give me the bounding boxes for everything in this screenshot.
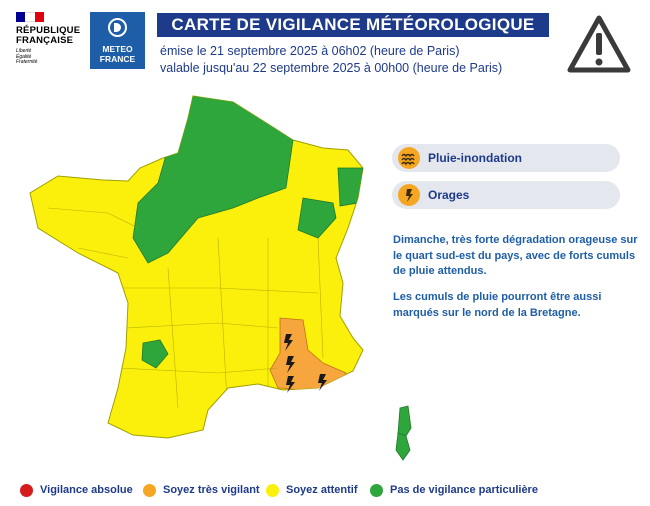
republique-title: RÉPUBLIQUE FRANÇAISE xyxy=(16,25,81,46)
legend-item-green xyxy=(370,484,538,497)
meteo-france-emblem-icon xyxy=(108,18,127,37)
legend-dot xyxy=(266,484,279,497)
legend-label: Soyez très vigilant xyxy=(163,484,260,496)
legend-dot xyxy=(20,484,33,497)
republique-francaise-logo xyxy=(16,12,88,66)
legend-label: Soyez attentif xyxy=(286,484,358,496)
corsica-south xyxy=(396,433,410,460)
meteo-france-line1: METEO xyxy=(102,44,133,54)
legend-item-yellow xyxy=(266,484,358,497)
phenomenon-rain-flood xyxy=(392,144,620,172)
french-flag-icon xyxy=(16,12,44,22)
corsica-north xyxy=(398,406,411,436)
meteo-france-line2: FRANCE xyxy=(99,54,136,64)
rain-flood-icon xyxy=(398,147,420,169)
vigilance-map xyxy=(18,88,428,468)
phenomenon-label: Pluie-inondation xyxy=(428,151,522,165)
legend-dot xyxy=(143,484,156,497)
thunderstorm-icon xyxy=(398,184,420,206)
legend-label: Vigilance absolue xyxy=(40,484,133,496)
green-zone-northeast xyxy=(338,168,363,206)
phenomenon-thunderstorm xyxy=(392,181,620,209)
page-title: CARTE DE VIGILANCE MÉTÉOROLOGIQUE xyxy=(157,13,549,37)
issued-date: émise le 21 septembre 2025 à 06h02 (heure de Paris) xyxy=(160,44,460,58)
legend-item-orange xyxy=(143,484,260,497)
republique-motto: Liberté Égalité Fraternité xyxy=(16,48,38,65)
legend-label: Pas de vigilance particulière xyxy=(390,484,538,496)
commentary-paragraph: Les cumuls de pluie pourront être aussi marqués sur le nord de la Bretagne. xyxy=(393,291,602,319)
legend-item-red xyxy=(20,484,133,497)
warning-triangle-icon xyxy=(566,14,632,76)
phenomenon-label: Orages xyxy=(428,188,470,202)
commentary-paragraph: Dimanche, très forte dégradation orageuse sur le quart sud-est du pays, avec de forts cumuls de pluie attendus. xyxy=(393,234,638,277)
legend-dot xyxy=(370,484,383,497)
valid-until-date: valable jusqu'au 22 septembre 2025 à 00h00 (heure de Paris) xyxy=(160,61,503,75)
meteo-france-logo xyxy=(90,12,145,69)
